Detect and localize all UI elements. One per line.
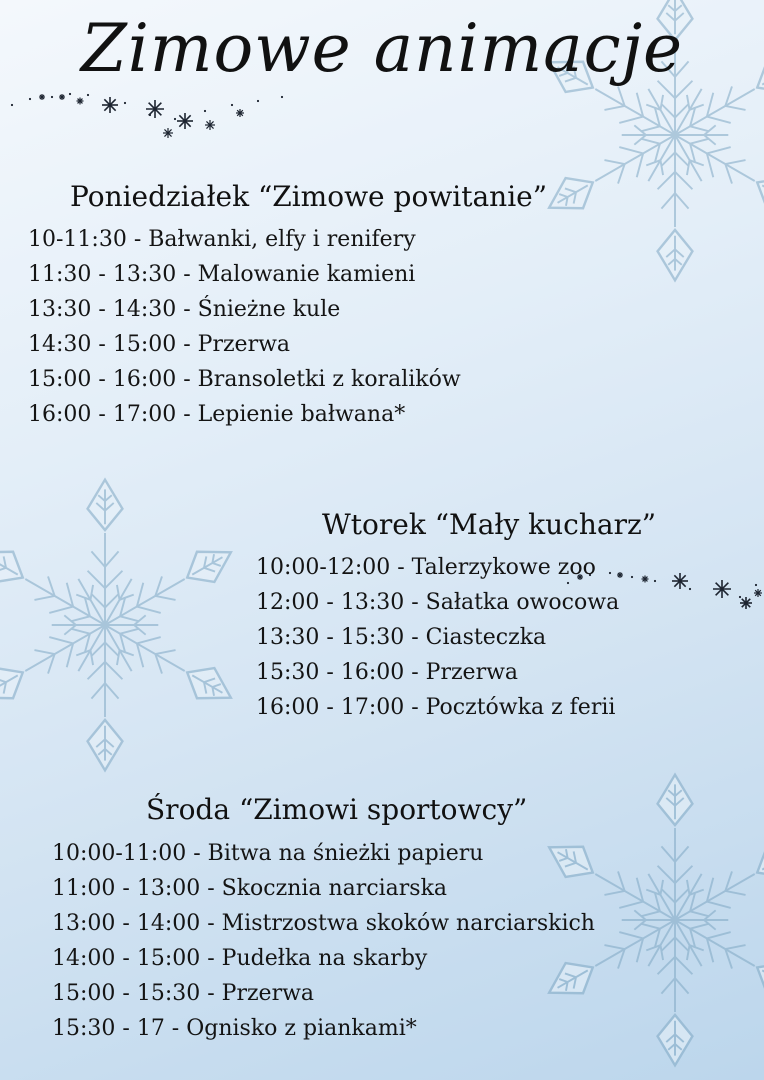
list-item: 15:00 - 16:00 - Bransoletki z koralików — [28, 367, 461, 392]
day-heading-monday: Poniedziałek “Zimowe powitanie” — [70, 180, 548, 213]
schedule-list-tuesday — [256, 550, 619, 725]
list-item: 16:00 - 17:00 - Lepienie bałwana* — [28, 402, 406, 427]
list-item: 15:00 - 15:30 - Przerwa — [52, 981, 315, 1006]
list-item: 13:00 - 14:00 - Mistrzostwa skoków narciarskich — [52, 911, 595, 936]
schedule-list-monday — [28, 222, 461, 432]
list-item: 15:30 - 17 - Ognisko z piankami* — [52, 1016, 417, 1041]
list-item: 14:00 - 15:00 - Pudełka na skarby — [52, 946, 428, 971]
schedule-list-wednesday — [52, 836, 595, 1046]
list-item: 11:30 - 13:30 - Malowanie kamieni — [28, 262, 416, 287]
list-item: 10:00-12:00 - Talerzykowe zoo — [256, 555, 596, 580]
page-title: Zimowe animacje — [80, 10, 684, 87]
list-item: 12:00 - 13:30 - Sałatka owocowa — [256, 590, 620, 615]
list-item: 16:00 - 17:00 - Pocztówka z ferii — [256, 695, 616, 720]
snowflake-middle-left-icon — [0, 470, 260, 780]
list-item: 15:30 - 16:00 - Przerwa — [256, 660, 519, 685]
day-heading-wednesday: Środa “Zimowi sportowcy” — [146, 793, 528, 826]
list-item: 14:30 - 15:00 - Przerwa — [28, 332, 291, 357]
list-item: 10-11:30 - Bałwanki, elfy i renifery — [28, 227, 416, 252]
list-item: 11:00 - 13:00 - Skocznia narciarska — [52, 876, 448, 901]
list-item: 13:30 - 15:30 - Ciasteczka — [256, 625, 547, 650]
day-heading-tuesday: Wtorek “Mały kucharz” — [322, 508, 657, 541]
sparkle-trail-top-icon — [0, 75, 300, 159]
list-item: 10:00-11:00 - Bitwa na śnieżki papieru — [52, 841, 484, 866]
list-item: 13:30 - 14:30 - Śnieżne kule — [28, 297, 341, 322]
